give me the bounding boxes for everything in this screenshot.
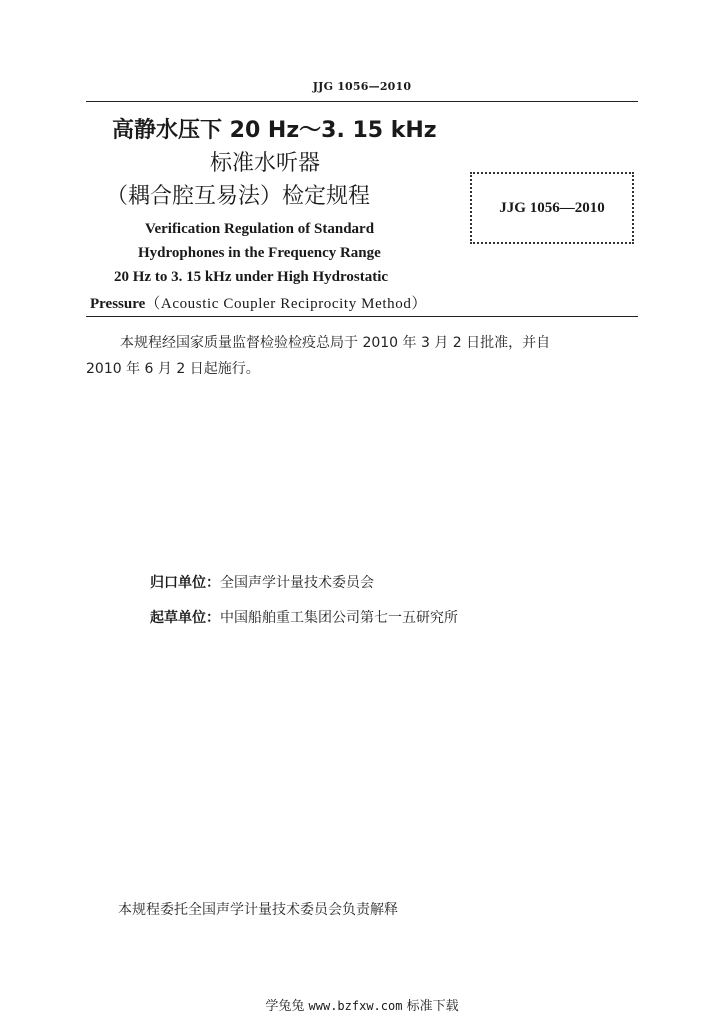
drafting-unit (150, 607, 458, 627)
header-rule (86, 101, 638, 102)
header-standard-code: JJG 1056—2010 (312, 80, 412, 93)
footer (0, 995, 724, 1014)
approval-line1: 本规程经国家质量监督检验检疫总局于 2010 年 3 月 2 日批准，并自 (120, 335, 551, 351)
title-en-line4-bold: Pressure (90, 296, 146, 312)
footer-site-name: 学兔兔 (265, 999, 305, 1014)
title-rule (86, 316, 638, 317)
drafting-unit-label: 起草单位： (150, 610, 220, 626)
title-en-line3: 20 Hz to 3. 15 kHz under High Hydrostatic (114, 269, 389, 285)
approval-line2: 2010 年 6 月 2 日起施行。 (86, 361, 260, 377)
standard-code-box-text: JJG 1056—2010 (499, 199, 605, 216)
responsible-unit (150, 572, 374, 592)
footer-tail: 标准下载 (406, 999, 459, 1014)
title-zh-line3: （耦合腔互易法）检定规程 (106, 184, 371, 209)
title-zh-line1: 高静水压下 20 Hz～3. 15 kHz (112, 118, 437, 143)
footer-url-link[interactable]: www.bzfxw.com (308, 999, 403, 1013)
title-en-line4-rest: （Acoustic Coupler Reciprocity Method） (145, 296, 428, 312)
title-en-line2: Hydrophones in the Frequency Range (138, 245, 381, 261)
interpretation-note: 本规程委托全国声学计量技术委员会负责解释 (118, 902, 398, 918)
title-en-line4 (90, 292, 427, 313)
standard-code-box (470, 172, 634, 244)
drafting-unit-value: 中国船舶重工集团公司第七一五研究所 (220, 610, 458, 626)
responsible-unit-label: 归口单位： (150, 575, 220, 591)
title-en-line1: Verification Regulation of Standard (145, 221, 375, 237)
responsible-unit-value: 全国声学计量技术委员会 (220, 575, 374, 591)
title-zh-line2: 标准水听器 (210, 151, 321, 176)
